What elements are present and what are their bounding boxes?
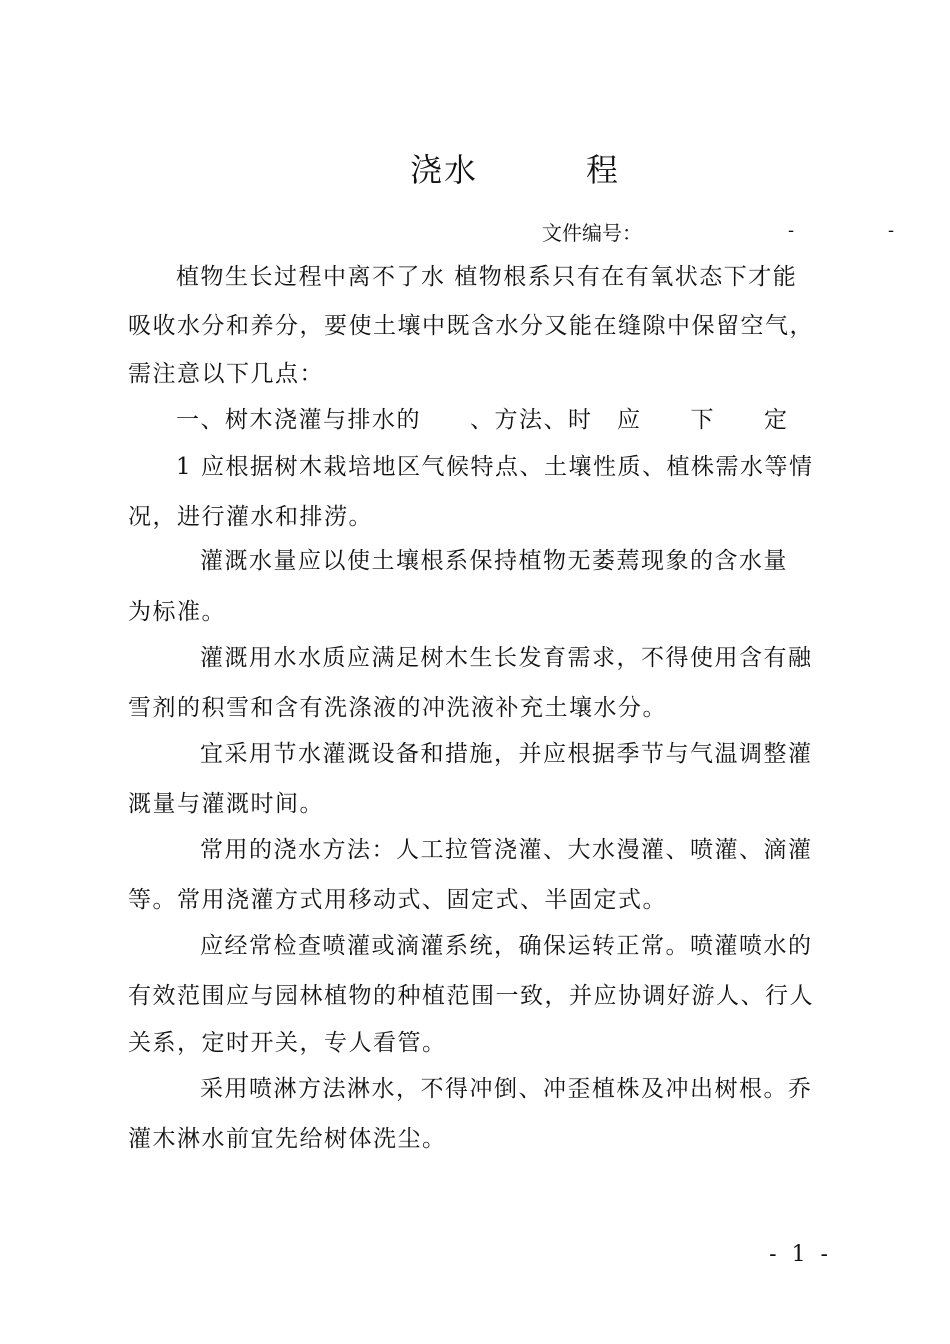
body-line: 植物生长过程中离不了水 植物根系只有在有氧状态下才能 bbox=[176, 264, 798, 290]
body-line: 有效范围应与园林植物的种植范围一致，并应协调好游人、行人 bbox=[128, 983, 814, 1009]
body-line: 溉量与灌溉时间。 bbox=[128, 791, 324, 817]
file-number-dash-1: - bbox=[788, 220, 795, 241]
body-line: 1 应根据树木栽培地区气候特点、土壤性质、植株需水等情 bbox=[176, 454, 814, 480]
body-line: 宜采用节水灌溉设备和措施，并应根据季节与气温调整灌 bbox=[200, 741, 813, 767]
body-line: 况，进行灌水和排涝。 bbox=[128, 504, 373, 530]
page-number: - 1 - bbox=[769, 1242, 832, 1267]
body-line: 等。常用浇灌方式用移动式、固定式、半固定式。 bbox=[128, 887, 667, 913]
body-line: 灌木淋水前宜先给树体洗尘。 bbox=[128, 1126, 447, 1152]
body-line: 为标准。 bbox=[128, 599, 226, 625]
file-number-dash-2: - bbox=[888, 220, 895, 241]
body-line: 灌溉水量应以使土壤根系保持植物无萎蔫现象的含水量 bbox=[200, 548, 788, 574]
body-line: 雪剂的积雪和含有洗涤液的冲洗液补充土壤水分。 bbox=[128, 695, 667, 721]
body-line: 一、树木浇灌与排水的 、方法、时 应 下 定 bbox=[176, 407, 789, 433]
body-line: 关系，定时开关，专人看管。 bbox=[128, 1030, 447, 1056]
body-line: 吸收水分和养分，要使土壤中既含水分又能在缝隙中保留空气， bbox=[128, 313, 814, 339]
title-part-1: 浇水 bbox=[410, 151, 479, 189]
file-number-label: 文件编号： bbox=[542, 221, 642, 245]
body-line: 采用喷淋方法淋水，不得冲倒、冲歪植株及冲出树根。乔 bbox=[200, 1076, 813, 1102]
body-line: 应经常检查喷灌或滴灌系统，确保运转正常。喷灌喷水的 bbox=[200, 933, 813, 959]
title-part-2: 程 bbox=[586, 151, 621, 189]
body-line: 灌溉用水水质应满足树木生长发育需求，不得使用含有融 bbox=[200, 645, 813, 671]
body-line: 需注意以下几点： bbox=[128, 361, 324, 387]
body-line: 常用的浇水方法：人工拉管浇灌、大水漫灌、喷灌、滴灌 bbox=[200, 837, 813, 863]
